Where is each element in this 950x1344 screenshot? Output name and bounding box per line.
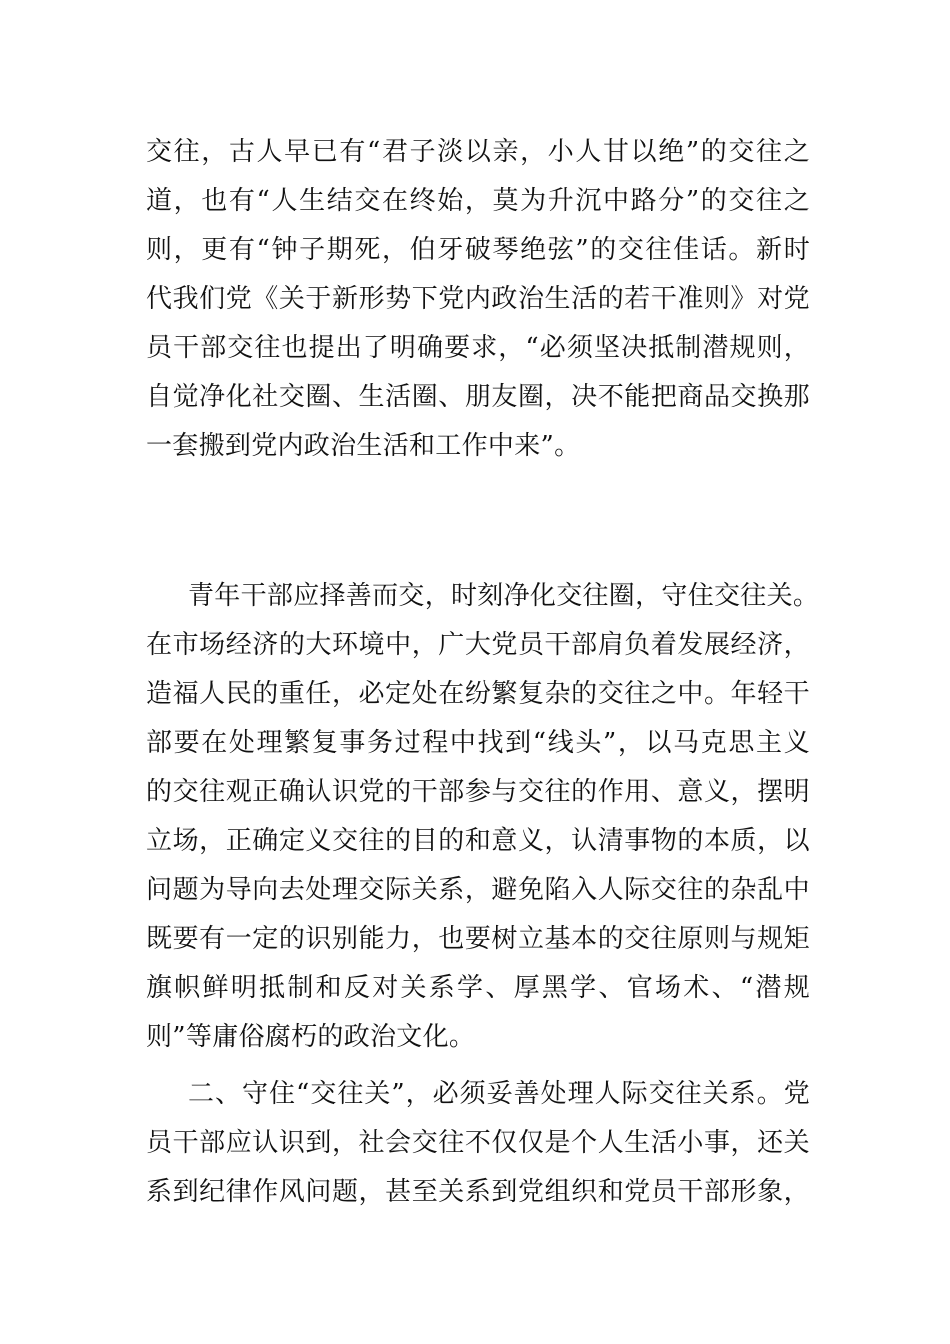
text-line: 一套搬到党内政治生活和工作中来”。 xyxy=(146,431,581,461)
text-line: 员干部应认识到，社会交往不仅仅是个人生活小事，还关 xyxy=(146,1128,810,1158)
text-line: 则，更有“钟子期死，伯牙破琴绝弦”的交往佳话。新时 xyxy=(146,235,810,265)
paragraph-2 xyxy=(146,572,820,1062)
text-line: 既要有一定的识别能力，也要树立基本的交往原则与规矩 xyxy=(146,924,810,954)
paragraph-3 xyxy=(146,1070,810,1217)
text-line: 旗帜鲜明抵制和反对关系学、厚黑学、官场术、“潜规 xyxy=(146,973,810,1003)
text-line: 则”等庸俗腐朽的政治文化。 xyxy=(146,1022,476,1052)
text-line: 部要在处理繁复事务过程中找到“线头”，以马克思主义 xyxy=(146,728,810,758)
text-line: 交往，古人早已有“君子淡以亲，小人甘以绝”的交往之 xyxy=(146,137,810,167)
text-line: 道，也有“人生结交在终始，莫为升沉中路分”的交往之 xyxy=(146,186,810,216)
text-line: 自觉净化社交圈、生活圈、朋友圈，决不能把商品交换那 xyxy=(146,382,810,412)
text-line: 员干部交往也提出了明确要求，“必须坚决抵制潜规则， xyxy=(146,333,810,363)
text-line: 问题为导向去处理交际关系，避免陷入人际交往的杂乱中 xyxy=(146,875,810,905)
text-line: 青年干部应择善而交，时刻净化交往圈，守住交往关。 xyxy=(188,581,820,611)
text-line: 二、守住“交往关”，必须妥善处理人际交往关系。党 xyxy=(188,1079,810,1109)
text-line: 造福人民的重任，必定处在纷繁复杂的交往之中。年轻干 xyxy=(146,679,810,709)
text-line: 在市场经济的大环境中，广大党员干部肩负着发展经济， xyxy=(146,630,810,660)
text-line: 系到纪律作风问题，甚至关系到党组织和党员干部形象， xyxy=(146,1177,810,1207)
text-line: 的交往观正确认识党的干部参与交往的作用、意义，摆明 xyxy=(146,777,810,807)
text-line: 立场，正确定义交往的目的和意义，认清事物的本质，以 xyxy=(146,826,810,856)
paragraph-1 xyxy=(146,128,810,471)
text-line: 代我们党《关于新形势下党内政治生活的若干准则》对党 xyxy=(146,284,810,314)
